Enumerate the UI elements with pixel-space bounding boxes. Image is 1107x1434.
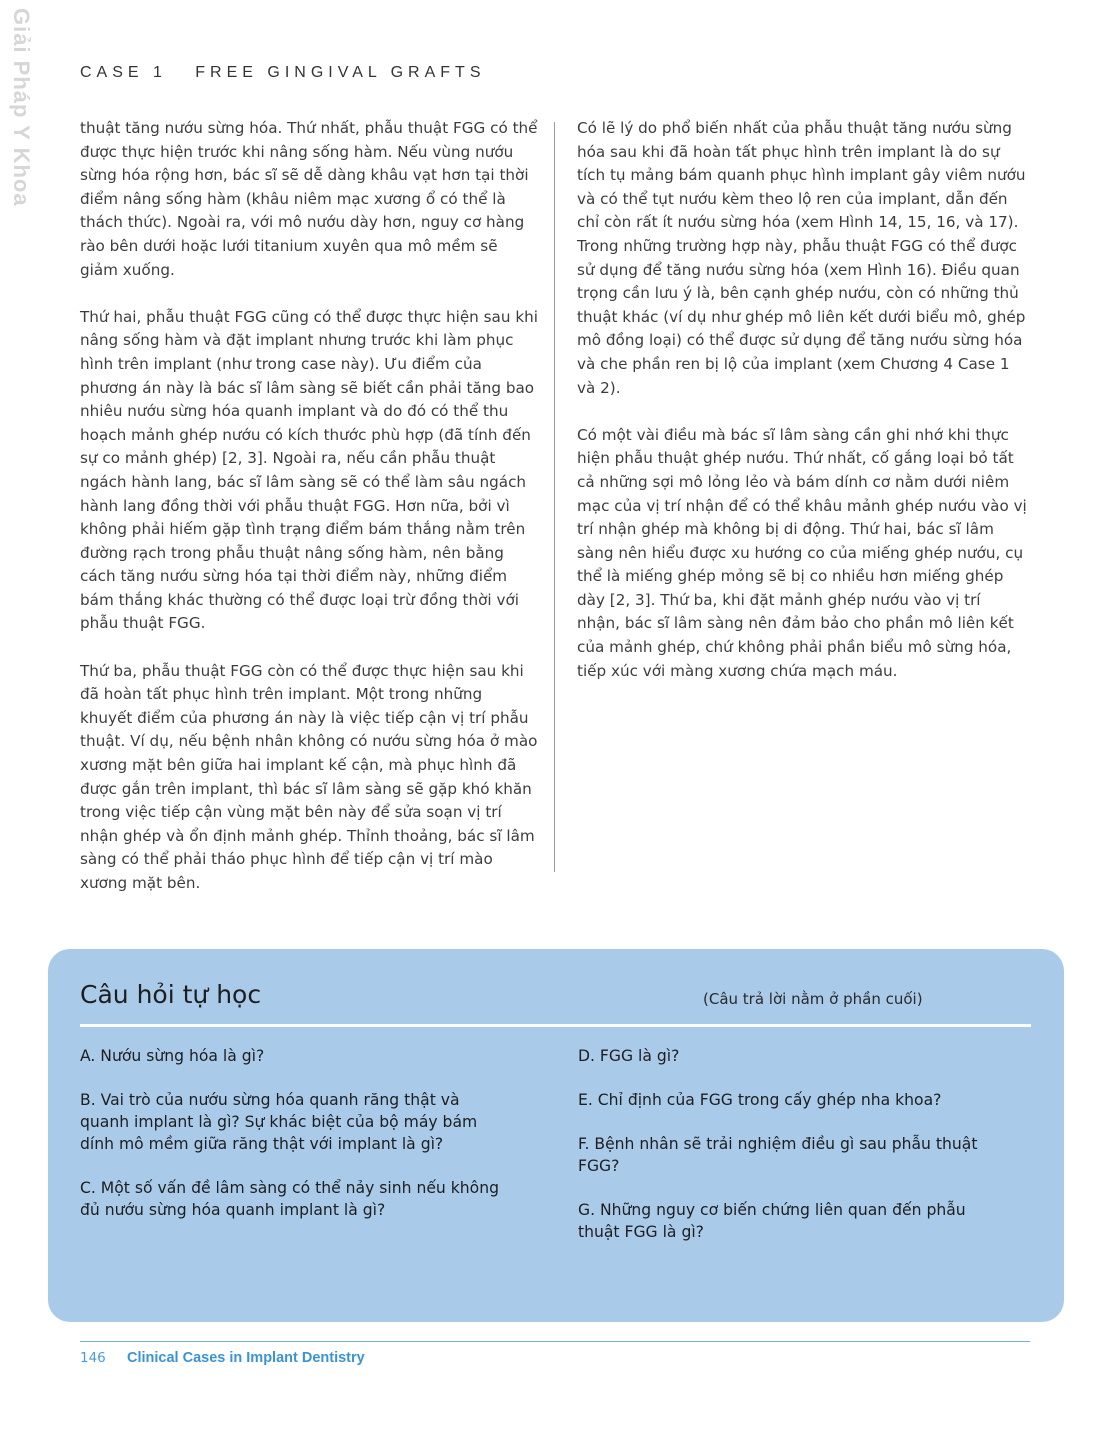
question-item: A. Nướu sừng hóa là gì? — [80, 1047, 265, 1065]
page-number: 146 — [80, 1350, 106, 1366]
column-divider — [554, 122, 555, 872]
question-item: E. Chỉ định của FGG trong cấy ghép nha khoa? — [578, 1091, 942, 1109]
watermark-text: Giải Pháp Y Khoa — [9, 8, 34, 207]
question-item: C. Một số vấn đề lâm sàng có thể nảy sinh nếu không đủ nướu sừng hóa quanh implant là gì? — [80, 1179, 499, 1219]
paragraph: Thứ ba, phẫu thuật FGG còn có thể được thực hiện sau khi đã hoàn tất phục hình trên implant. Một trong những khuyết điểm của phương án này là việc tiếp cận vị trí phẫu thuật. Ví dụ, nếu bệnh nhân không có nướu sừng hóa ở mào xương mặt bên giữa hai implant kế cận, mà phục hình đã được gắn trên implant, thì bác sĩ lâm sàng sẽ gặp khó khăn trong việc tiếp cận vùng mặt bên này để sửa soạn vị trí nhận ghép và ổn định mảnh ghép. Thỉnh thoảng, bác sĩ lâm sàng có thể phải tháo phục hình để tiếp cận vị trí mào xương mặt bên. — [80, 661, 538, 892]
question-item: D. FGG là gì? — [578, 1047, 680, 1065]
running-head: CASE 1 FREE GINGIVAL GRAFTS — [80, 64, 486, 81]
right-text-column — [577, 117, 1027, 707]
questions-left-column — [80, 1045, 510, 1243]
paragraph: thuật tăng nướu sừng hóa. Thứ nhất, phẫu thuật FGG có thể được thực hiện trước khi nâng sống hàm. Nếu vùng nướu sừng hóa rộng hơn, bác sĩ sẽ dễ dàng khâu vạt hơn tại thời điểm nâng sống hàm (khâu niêm mạc xương ổ có thể là thách thức). Ngoài ra, với mô nướu dày hơn, nguy cơ hàng rào bên dưới hoặc lưới titanium xuyên qua mô mềm sẽ giảm xuống. — [80, 119, 538, 279]
review-title: Câu hỏi tự học — [80, 980, 262, 1009]
questions-right-column — [578, 1045, 998, 1265]
question-item: G. Những nguy cơ biến chứng liên quan đến phẫu thuật FGG là gì? — [578, 1201, 966, 1241]
review-note: (Câu trả lời nằm ở phần cuối) — [703, 990, 923, 1008]
footer-divider — [80, 1341, 1030, 1342]
paragraph: Có lẽ lý do phổ biến nhất của phẫu thuật tăng nướu sừng hóa sau khi đã hoàn tất phục hình trên implant là do sự tích tụ mảng bám quanh phục hình implant gây viêm nướu và có thể tụt nướu kèm theo lộ ren của implant, dẫn đến chỉ còn rất ít nướu sừng hóa (xem Hình 14, 15, 16, và 17). Trong những trường hợp này, phẫu thuật FGG có thể được sử dụng để tăng nướu sừng hóa (xem Hình 16). Điều quan trọng cần lưu ý là, bên cạnh ghép nướu, còn có những thủ thuật khác (ví dụ như ghép mô liên kết dưới biểu mô, ghép mô đồng loại) có thể được sử dụng để tăng nướu sừng hóa và che phần ren bị lộ của implant (xem Chương 4 Case 1 và 2). — [577, 119, 1026, 397]
question-item: F. Bệnh nhân sẽ trải nghiệm điều gì sau phẫu thuật FGG? — [578, 1135, 978, 1175]
book-title: Clinical Cases in Implant Dentistry — [127, 1350, 365, 1366]
question-item: B. Vai trò của nướu sừng hóa quanh răng thật và quanh implant là gì? Sự khác biệt của bộ máy bám dính mô mềm giữa răng thật với implant là gì? — [80, 1091, 478, 1153]
left-text-column — [80, 117, 538, 919]
paragraph: Thứ hai, phẫu thuật FGG cũng có thể được thực hiện sau khi nâng sống hàm và đặt implant nhưng trước khi làm phục hình trên implant (như trong case này). Ưu điểm của phương án này là bác sĩ lâm sàng sẽ biết cần phải tăng bao nhiêu nướu sừng hóa quanh implant và do đó có thể thu hoạch mảnh ghép nướu có kích thước phù hợp (đã tính đến sự co mảnh ghép) [2, 3]. Ngoài ra, nếu cần phẫu thuật ngách hành lang, bác sĩ lâm sàng sẽ có thể làm sâu ngách hành lang đồng thời với phẫu thuật FGG. Hơn nữa, bởi vì không phải hiếm gặp tình trạng điểm bám thắng nằm trên đường rạch trong phẫu thuật nâng sống hàm, nên bằng cách tăng nướu sừng hóa tại thời điểm này, những điểm bám thắng khác thường có thể được loại trừ đồng thời với phẫu thuật FGG. — [80, 307, 538, 633]
paragraph: Có một vài điều mà bác sĩ lâm sàng cần ghi nhớ khi thực hiện phẫu thuật ghép nướu. Thứ nhất, cố gắng loại bỏ tất cả những sợi mô lỏng lẻo và bám dính cơ nằm dưới niêm mạc của vị trí nhận để có thể khâu mảnh ghép nướu vào vị trí nhận ghép mà không bị di động. Thứ hai, bác sĩ lâm sàng nên hiểu được xu hướng co của miếng ghép nướu, cụ thể là miếng ghép mỏng sẽ bị co nhiều hơn miếng ghép dày [2, 3]. Thứ ba, khi đặt mảnh ghép nướu vào vị trí nhận, bác sĩ lâm sàng nên đảm bảo cho phần mô liên kết của mảnh ghép, chứ không phải phần biểu mô sừng hóa, tiếp xúc với màng xương chứa mạch máu. — [577, 425, 1027, 680]
review-divider — [80, 1024, 1031, 1027]
